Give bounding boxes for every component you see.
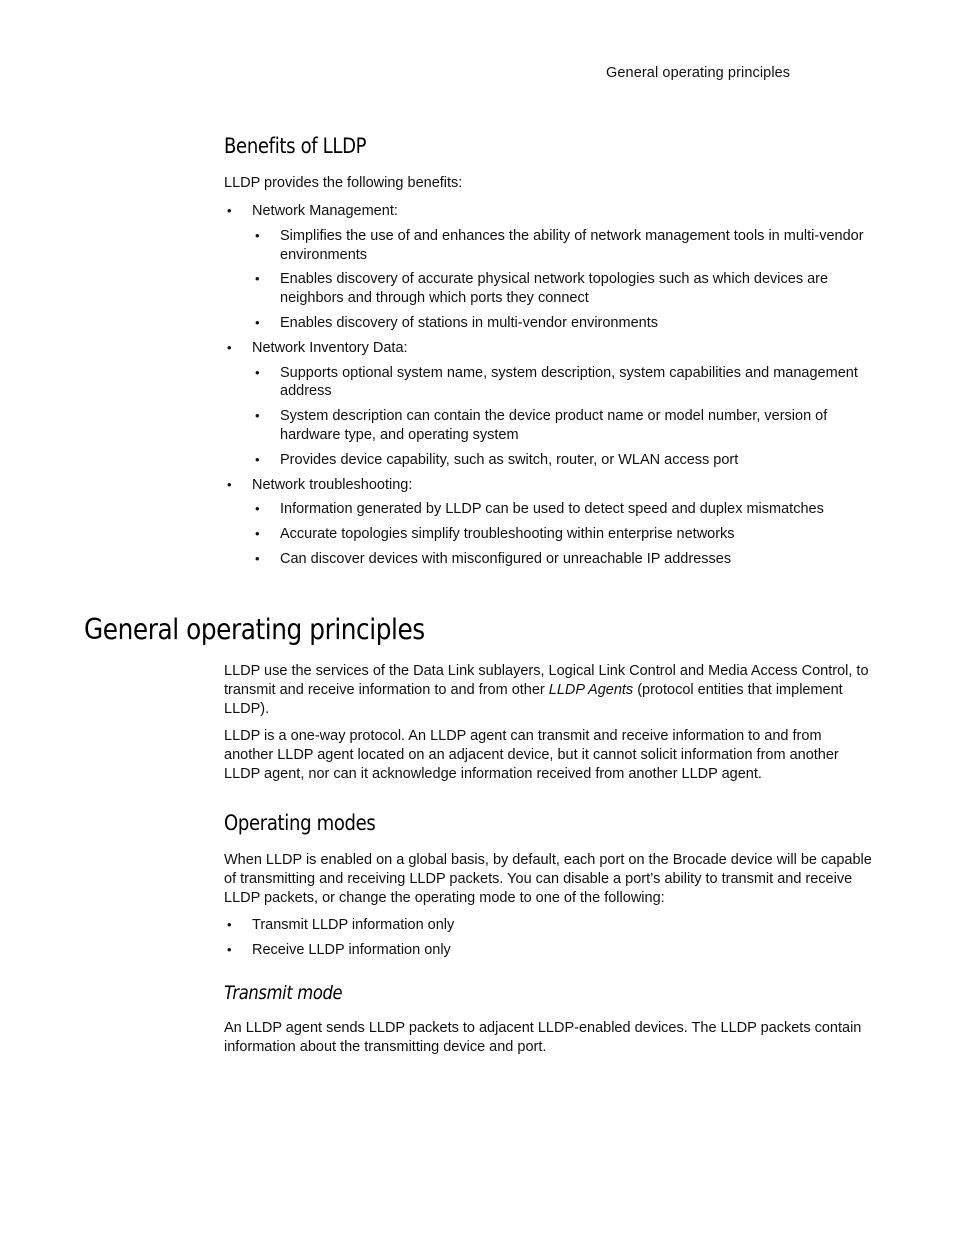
list-item: [224, 364, 874, 402]
principles-paragraph-1: [224, 662, 874, 718]
heading-general-operating-principles: General operating principles: [84, 613, 425, 646]
list-item-text: Simplifies the use of and enhances the ability of network management tools in multi-vendor environments: [280, 227, 864, 263]
bullet-icon: •: [227, 917, 232, 932]
bullet-icon: •: [255, 550, 260, 566]
bullet-icon: •: [255, 501, 260, 517]
group-label-network-inventory-data: Network Inventory Data:: [252, 339, 408, 356]
list-item-text: Information generated by LLDP can be used to detect speed and duplex mismatches: [280, 501, 824, 518]
heading-benefits-of-lldp: Benefits of LLDP: [224, 134, 367, 158]
bullet-icon: •: [255, 227, 260, 243]
running-header: General operating principles: [606, 65, 791, 81]
list-item: [224, 407, 874, 445]
transmit-mode-paragraph: An LLDP agent sends LLDP packets to adjacent LLDP-enabled devices. The LLDP packets contain information about the transmitting device and port.: [224, 1020, 862, 1055]
principles-paragraph-1-tail: (protocol entities that implement LLDP).: [224, 681, 843, 717]
list-item: [224, 476, 874, 495]
list-item-text: Can discover devices with misconfigured or unreachable IP addresses: [280, 550, 732, 567]
benefits-intro: LLDP provides the following benefits:: [224, 175, 463, 191]
principles-paragraph-2: LLDP is a one-way protocol. An LLDP agent can transmit and receive information to and from another LLDP agent located on an adjacent device, but it cannot solicit information from another LLDP agent, nor can it acknowledge information received from another LLDP agent.: [224, 728, 839, 782]
group-label-network-troubleshooting: Network troubleshooting:: [252, 476, 413, 493]
benefits-list: [224, 202, 874, 569]
list-item: [224, 550, 874, 569]
list-item-text: Transmit LLDP information only: [252, 917, 455, 933]
operating-modes-list: [224, 916, 874, 960]
list-item-text: Enables discovery of stations in multi-vendor environments: [280, 314, 658, 331]
bullet-icon: •: [227, 203, 232, 218]
list-item: [224, 525, 874, 544]
bullet-icon: •: [255, 526, 260, 542]
list-item: [224, 314, 874, 333]
bullet-icon: •: [255, 364, 260, 380]
list-item: [224, 227, 874, 265]
list-item: [224, 270, 874, 308]
list-item: [224, 500, 874, 519]
list-item-text: Provides device capability, such as switch, router, or WLAN access port: [280, 451, 739, 468]
list-item-text: System description can contain the device product name or model number, version of hardware type, and operating system: [280, 408, 828, 443]
bullet-icon: •: [227, 339, 232, 355]
list-item: [224, 916, 874, 935]
bullet-icon: •: [255, 314, 260, 330]
list-item: [224, 339, 874, 358]
term-lldp-agents: LLDP Agents: [548, 681, 634, 698]
list-item: [224, 451, 874, 470]
bullet-icon: •: [255, 271, 260, 287]
bullet-icon: •: [255, 451, 260, 467]
principles-paragraph-1-text: LLDP use the services of the Data Link sublayers, Logical Link Control and Media Access Control, to transmit and receive information to and from other: [224, 663, 869, 698]
list-item-text: Enables discovery of accurate physical network topologies such as which devices are neighbors and through which ports they connect: [280, 271, 829, 307]
list-item-text: Supports optional system name, system description, system capabilities and management address: [280, 364, 858, 400]
bullet-icon: •: [255, 408, 260, 424]
heading-transmit-mode: Transmit mode: [224, 982, 343, 1004]
operating-modes-paragraph: When LLDP is enabled on a global basis, by default, each port on the Brocade device will be capable of transmitting and receiving LLDP packets. You can disable a port’s ability to transmit and receive LLDP packets, or change the operating mode to one of the following:: [224, 852, 872, 906]
bullet-icon: •: [227, 476, 232, 492]
bullet-icon: •: [227, 941, 232, 957]
list-item-text: Accurate topologies simplify troubleshooting within enterprise networks: [280, 526, 735, 543]
heading-operating-modes: Operating modes: [224, 811, 376, 835]
group-label-network-management: Network Management:: [252, 203, 398, 219]
list-item-text: Receive LLDP information only: [252, 941, 451, 958]
list-item: [224, 941, 874, 960]
list-item: [224, 202, 874, 221]
